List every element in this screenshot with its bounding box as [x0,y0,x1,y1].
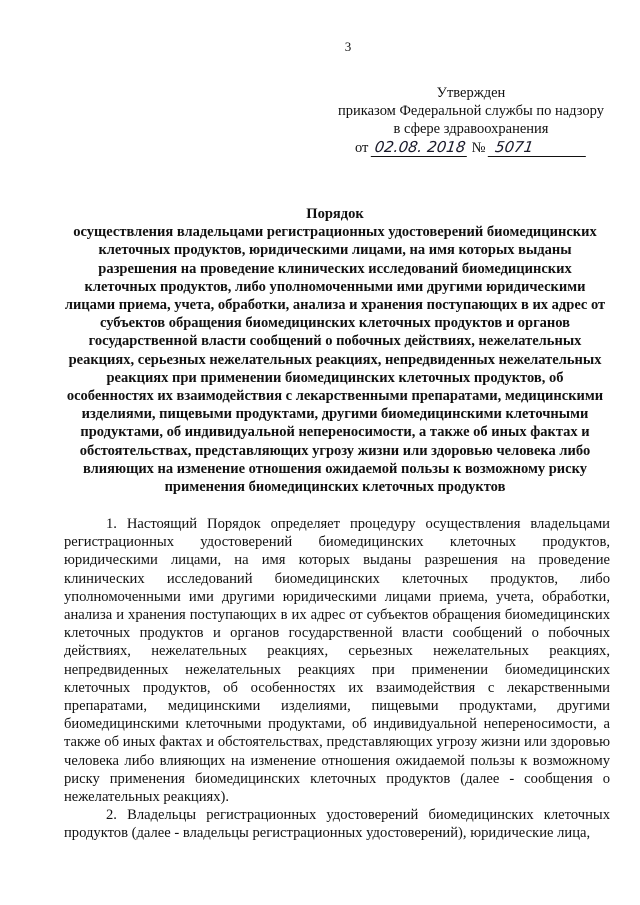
title-text: осуществления владельцами регистрационных удостоверений биомедицинских клеточных продуктов, юридическими лицами, на имя которых выданы разрешения на проведение клинических исследований биомедицинских клеточных продуктов, либо уполномоченными ими другими юридическими лицами приема, учета, обработки, анализа и хранения поступающих в их адрес от субъектов обращения биомедицинских клеточных продуктов и органов государственной власти сообщений о побочных действиях, нежелательных реакциях, серьезных нежелательных реакциях, непредвиденных нежелательных реакциях при применении биомедицинских клеточных продуктов, об особенностях их взаимодействия с лекарственными препаратами, медицинскими изделиями, пищевыми продуктами, другими биомедицинскими клеточными продуктами, об индивидуальной непереносимости, а также об иных фактах и обстоятельствах, представляющих угрозу жизни или здоровью человека либо влияющих на изменение отношения ожидаемой пользы к возможному риску применения биомедицинских клеточных продуктов [64,224,606,496]
page-number: 3 [344,39,352,54]
paragraph-1: 1. Настоящий Порядок определяет процедуру осуществления владельцами регистрационных удостоверений биомедицинских клеточных продуктов, юридическими лицами, на имя которых выданы разрешения на проведение клинических исследований биомедицинских клеточных продуктов, либо уполномоченными ими другими юридическими лицами приема, учета, обработки, анализа и хранения поступающих в их адрес от субъектов обращения биомедицинских клеточных продуктов и органов государственной власти сообщений о побочных действиях, нежелательных реакциях, серьезных нежелательных реакциях, непредвиденных нежелательных реакциях при применении биомедицинских клеточных продуктов, об особенностях их взаимодействия с лекарственными препаратами, медицинскими изделиями, пищевыми продуктами, другими биомедицинскими клеточными продуктами, об индивидуальной непереносимости, а также об иных фактах и обстоятельствах, представляющих угрозу жизни или здоровью человека либо влияющих на изменение отношения ожидаемой пользы к возможному риску применения биомедицинских клеточных продуктов (далее - сообщения о нежелательных реакциях). [64,516,610,806]
number-sign: № [471,140,486,156]
approved-label: Утвержден [436,85,506,101]
order-line-1: приказом Федеральной службы по надзору [338,103,604,119]
paragraph-2: 2. Владельцы регистрационных удостоверений биомедицинских клеточных продуктов (далее - владельцы регистрационных удостоверений), юридические лица, [64,807,610,842]
handwritten-order-number: 5071 [488,139,589,157]
order-date-number-line [330,139,612,157]
document-body [64,515,610,843]
approval-block [330,84,612,157]
from-prefix: от [354,140,369,156]
document-title [62,205,608,496]
handwritten-date: 02.08. 2018 [371,139,470,157]
order-line-2: в сфере здравоохранения [393,121,549,137]
title-heading: Порядок [306,206,364,222]
